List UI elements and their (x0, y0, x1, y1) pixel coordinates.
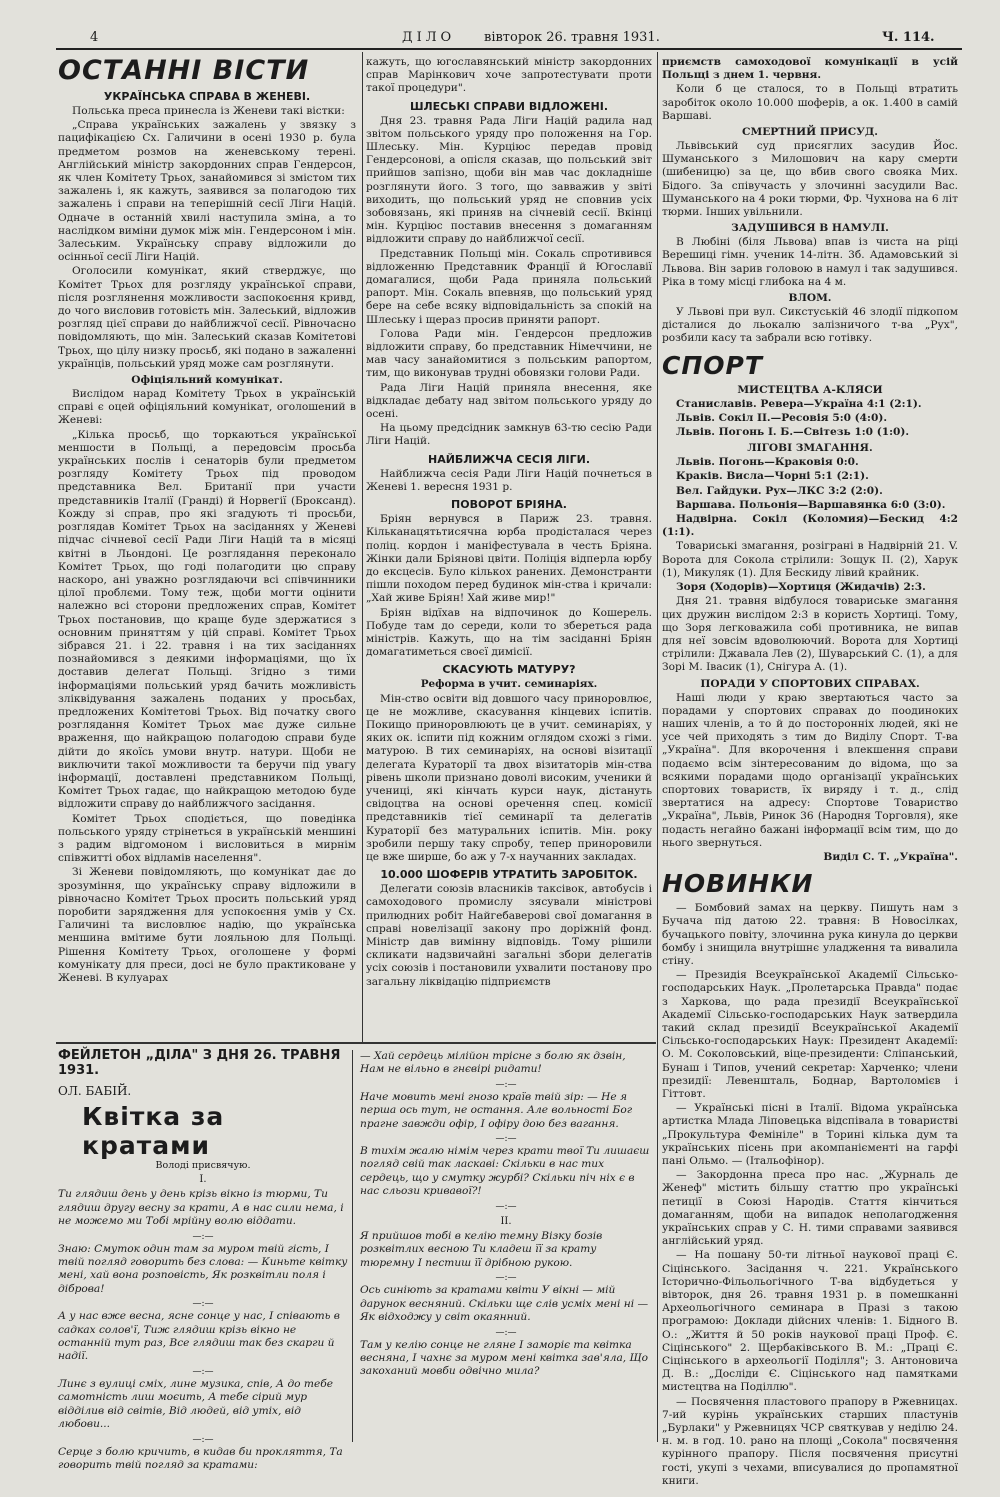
paragraph: Товариські змагання, розіграні в Надвірній 21. V. Ворота для Сокола стрілили: Зощук II. (2), Харук (1), Микуляк (1). Для Бескиду лівий крайник. (662, 540, 958, 579)
paragraph: В Любіні (біля Львова) впав із чиста на ріці Верешиці гімн. ученик 14-літн. 3б. Адамовський зі Львова. Він зарив головою в намул і так задушився. Ріка в тому місці глибока на 4 м. (662, 236, 958, 288)
paragraph: Бріян відїхав на відпочинок до Кошерель. Побуде там до середи, коли то збереться рада міністрів. Кажуть, що на тім засіданні Бріян домагатиметься своєї димісії. (366, 606, 652, 659)
sub-heading: Офіціяльний комунікат. (131, 374, 283, 387)
paragraph: Голова Ради мін. Гендерсон предложив відложити справу, бо представник Німеччини, не мав часу занайомитися з польським рапортом, тим, що виконував трудні обовязки голови Ради. (366, 327, 652, 380)
feuilleton-right (360, 1050, 652, 1442)
paragraph: Дня 23. травня Рада Ліги Націй радила над звітом польського уряду про положення на Гор. Шлеську. Мін. Курціюс передав провід Гендерсонові, а опісля сказав, що польський звіт прийшов запізно, щоби він мав час докладніше розглянути його. З того, що завважив у звіті виходить, що польський уряд не сповнив усіх зобовязань, які приняв на січневій сесії. Вкінці мін. Курціюс поставив внесення з домаганням відложити справу до найближчої сесії. (366, 114, 652, 246)
poem-part-number: II. (500, 1215, 512, 1227)
page-number: 4 (90, 30, 99, 45)
poem-stanza: Ти глядиш день у день крізь вікно із тюрми, Ти глядиш другу весну за крати, А в нас сили нема, і не можемо ми Тобі мрійну волю віддати. (58, 1188, 344, 1228)
column-rule (362, 52, 363, 1042)
article-heading: ПОРАДИ У СПОРТОВИХ СПРАВАХ. (700, 677, 920, 690)
paragraph: На цьому предсідник замкнув 63-тю сесію Ради Ліги Націй. (366, 422, 652, 448)
poem-stanza: Серце з болю кричить, в кидав би прокляття, Та говорить твій погляд за кратами: (58, 1445, 343, 1471)
result-line: Львів. Погонь І. Б.—Світезь 1:0 (1:0). (676, 426, 910, 439)
article-heading: МИСТЕЦТВА А-КЛЯСИ (737, 383, 883, 396)
article-heading: УКРАЇНСЬКА СПРАВА В ЖЕНЕВІ. (103, 90, 311, 103)
paragraph: приємств самоходової комунікації в усій Польщі з днем 1. червня. (662, 56, 958, 82)
article-heading: ПОВОРОТ БРІЯНА. (451, 498, 567, 512)
section-title: СПОРТ (662, 350, 763, 380)
poem-part-number: I. (199, 1174, 207, 1185)
article-heading: СМЕРТНИЙ ПРИСУД. (742, 126, 878, 139)
paragraph: Коли б це сталося, то в Польщі втратить заробіток около 10.000 шоферів, а ок. 1.400 в самій Варшаві. (662, 83, 958, 122)
poem-left (58, 1173, 348, 1472)
paragraph: Делегати союзів власників таксівок, автобусів і самоходового промислу зясували міністрові прилюдних робіт Найгебаверові свої домагання в справі новелізації закону про доріжній фонд. Міністр дав вимінну відповідь. Тому рішили скликати надзвичайні загальні збори делегатів усіх союзів і постановили ухвалити постанову про загальну ліквідацію підприємств (366, 883, 652, 988)
stanza-separator: —:— (192, 1366, 214, 1377)
stanza-separator: —:— (192, 1434, 214, 1445)
feuilleton-author: ОЛ. БАБІЙ. (58, 1084, 132, 1098)
paragraph: „Кілька просьб, що торкаються української меншости в Польщі, а передовсім просьба українських послів і сенаторів були предметом розгляду Комітету Трьох під проводом представника Вел. Британії при участи представників Італії (Гранді) й Норвегії (Броксанд). Кожду зі справ, про які згадують ті просьби, розглядав Комітет Трьох на засіданнях у Женеві підчас січневої сесії Ради Ліги Націй та в місяці квітні в Льондоні. Це розглядання переконало Комітет Трьох, що годі полагодити цю справу наскоро, ані уважно розглядаючи всі співчинники цілої проблєми. Тому теж, щоби могти оцінити належно всі сторони предложених справ, Комітет Трьох постановив, що краще буде здержатися з основним приняттям у цій справі. Комітет Трьох зібрався 21. і 22. травня і на тих засіданнях познайомився з деякими інформаціями, що їх доставив делегат Польщі. Згідно з тими інформаціями польський уряд бачить можливість зліквідування зажалень поданих у просьбах, предложених Комітетові Трьох. Від початку свого розглядання Комітет Трьох має дуже сильне враження, що найкращою полагодою справи буде дійти до якоїсь умови внутр. натури. Щоби не виключити такої можливости та беручи під увагу інформації, доставлені представником Польщі, Комітет Трьох гадає, що найкращою методою буде відложити справу до найближчого засідання. (58, 428, 356, 811)
signature: Виділ С. Т. „Україна". (823, 850, 958, 863)
paragraph: Найближча сесія Ради Ліги Націй почнеться в Женеві 1. вересня 1931 р. (366, 467, 652, 493)
result-line: Варшава. Польонія—Варшавянка 6:0 (3:0). (676, 498, 946, 511)
stanza-separator: —:— (192, 1299, 214, 1310)
result-line: Надвірна. Сокіл (Коломия)—Бескид 4:2 (1:1). (662, 513, 958, 539)
poem-stanza: А у нас вже весна, ясне сонце у нас, І співають в садках солов'ї, Тиж глядиш крізь вікно не останній тут раз, Все глядиш так без скарги й надії. (58, 1310, 340, 1363)
news-item: — Президія Всеукраїнської Академії Сільсько-господарських Наук. „Пролетарська Правда" подає з Харкова, що рада президії Всеукраїнської Академії Сільсько-господарських Наук затвердила такий склад президії Всеукраїнської Академії Сільсько-господарських Наук: Президент Академії: О. М. Соколовський, віце-президенти: Сліпанський, Бунаш і Типов, учений секретар: Харченко; члени президії: Левеншталь, Боднар, Вартоломієв і Гіттовт. (662, 969, 958, 1100)
dedication: Володі присвячую. (155, 1160, 251, 1171)
news-item: — Українські пісні в Італії. Відома українська артистка Млада Ліповецька відспівала в товаристві „Прокультура Фемініле" в Торині кілька дум та українських пісень при акомпанієменті на гарфі пані Ольмо. — (Італьофінор). (662, 1102, 958, 1168)
poem-stanza: Я прийшов тобі в келію темну Візку бозів розквітлих весною Ти кладеш її за крату тюремну І пестиш її дрібною рукою. (360, 1230, 603, 1269)
article-heading: ЛІГОВІ ЗМАГАННЯ. (747, 442, 873, 455)
paper-title: ДІЛО (402, 30, 456, 45)
article-heading: ШЛЕСЬКІ СПРАВИ ВІДЛОЖЕНІ. (409, 99, 609, 113)
stanza-separator: —:— (495, 1201, 517, 1212)
article-heading: НАЙБЛИЖЧА СЕСІЯ ЛІГИ. (427, 452, 591, 466)
masthead (56, 28, 962, 50)
article-heading: 10.000 ШОФЕРІВ УТРАТИТЬ ЗАРОБІТОК. (380, 868, 638, 882)
article-heading: СКАСУЮТЬ МАТУРУ? (442, 663, 576, 677)
result-line: Краків. Висла—Чорні 5:1 (2:1). (676, 470, 869, 483)
result-line: Станиславів. Ревера—Україна 4:1 (2:1). (676, 397, 922, 410)
issue-date: вівторок 26. травня 1931. (484, 30, 660, 45)
feuilleton-rule (352, 1050, 353, 1442)
stanza-separator: —:— (192, 1231, 214, 1242)
stanza-separator: —:— (495, 1273, 517, 1284)
column-world-news (366, 56, 652, 1036)
result-line: Львів. Погонь—Краковія 0:0. (676, 456, 859, 469)
paragraph: Наші люди у краю звертаються часто за порадами у спортових справах до поодиноких наших членів, а то й до посторонніх людей, які не усе чей приходять з тим до Виділу Спорт. Т-ва „Україна". Для вкорочення і влекшення справи подаємо всім зінтересованим до відома, що за всякими порадами щодо організації українських спортових товариств, їх виряду і т. д., слід звертатися на адресу: Спортове Товариство „Україна", Львів, Ринок 36 (Народня Торговля), яке подасть негайно бажані інформації всім тим, що до нього звернуться. (662, 691, 958, 849)
poem-stanza: Ось синіють за кратами квіти У вікні — мій дарунок весняний. Скільки ще слів усміх мені ні — Як відходжу у світ окаянний. (360, 1284, 649, 1324)
poem-stanza: Там у келію сонце не гляне І заморіє та квітка весняна, І чахнє за муром мені квітка зав'яла, Що закоханий мовби одвічно мила? (360, 1338, 648, 1378)
paragraph: Львівський суд присяглих засудив Йос. Шуманського з Милошович на кару смерти (шибеницю) за це, що вбив свого свояка Мих. Бідого. За співучасть у злочинні засудили Вас. Шуманського на 4 роки тюрми, Фр. Чухнова на 6 літ тюрми. Інших увільнили. (662, 140, 958, 219)
paragraph: „Справа українських зажалень у звязку з пацифікацією Сх. Галичини в осені 1930 р. була предметом розмов на женевському терені. Англійський міністр закордонних справ Гендерсон, як член Комітету Трьох, занайомився зі змістом тих зажалень і, як кажуть, заявився за полагодою тих зажалень і справи на теперішній сесії Ліги Націй. Одначе в останній хвилі наступила зміна, а то наслідком виміни думок між мін. Гендерсоном і мін. Залеським. Українську справу відложили до осінньої сесії Ліги Націй. (58, 119, 356, 264)
paragraph: Мін-ство освіти від довшого часу приноровлює, це не можливе, скасування кінцевих іспитів. Покищо приноровлюють це в учит. семинаріях, у яких ок. іспити під кожним оглядом схожі з гіми. матурою. В тих семинаріях, на основі візитації делегата Кураторії та двох візитаторів мін-ства рівень школи признано доволі високим, ученики й учениці, які кінчать курси наук, дістануть свідоцтва на основі оречення спец. комісії представників тієї семинарії та делегатів Кураторії без матуральних іспитів. Мін. року зробили першу таку спробу, тепер приноровили це вже ширше, бо аж у 7-х научанних закладах. (366, 692, 652, 863)
news-item: — Закордонна преса про нас. „Журналь де Женеф" містить більшу статтю про українські петиції в Союзі Народів. Стаття кінчиться домаганням, щоби на випадок неполагодження українських справ у С. Н. тими справами заявився англійський уряд. (662, 1169, 958, 1248)
sub-heading: Реформа в учит. семинаріях. (420, 678, 598, 691)
feuilleton-header: ФЕЙЛЕТОН „ДІЛА" З ДНЯ 26. ТРАВНЯ 1931. (58, 1048, 341, 1078)
news-item: — Бомбовий замах на церкву. Пишуть нам з Бучача під датою 22. травня: В Новосілках, бучацького повіту, злочинна рука кинула до церкви бомбу і знищила внутрішнє уладження та вивалила стіну. (662, 902, 958, 967)
feuilleton-left (58, 1048, 348, 1471)
issue-number: Ч. 114. (882, 30, 935, 45)
column-latest-news (58, 56, 356, 1036)
feuilleton-title: Квітка за кратами (82, 1102, 225, 1160)
poem-stanza: — Хай сердець мілійон трісне з болю як дзвін, Нам не вільно в гнєвірі ридати! (360, 1050, 626, 1076)
stanza-separator: —:— (495, 1079, 517, 1090)
paragraph: Вислідом нарад Комітету Трьох в українській справі є оцей офіціяльний комунікат, оголошений в Женеві: (58, 388, 356, 427)
stanza-separator: —:— (495, 1327, 517, 1338)
result-line: Вел. Гайдуки. Рух—ЛКС 3:2 (2:0). (676, 484, 883, 497)
article-heading: ЗАДУШИВСЯ В НАМУЛІ. (731, 222, 889, 235)
article-heading: ВЛОМ. (788, 292, 832, 305)
section-title: НОВИНКИ (662, 869, 814, 899)
poem-stanza: Линє з вулиці сміх, лине музика, спів, А до тебе самотність лиш моєить, А тебе сірий мур відділив від світів, Від людей, від утіх, від любови... (58, 1377, 333, 1431)
poem-stanza: Наче мовить мені гнозо країв твій зір: — Не я перша ось тут, не остання. Але вольності Бог прагне завжди офір, І офіру дою без вагання. (360, 1090, 633, 1130)
paragraph: У Львові при вул. Сикстуській 46 злодії підкопом дісталися до льокалю залізничого т-ва „Рух", розбили касу та забрали всю готівку. (662, 306, 958, 345)
paragraph: Оголосили комунікат, який стверджує, що Комітет Трьох для розгляду української справи, після розглянення можливости заспокоєння кривд, до чого висловив готовість мін. Залеський, відложив розгляд цієї справи до найближчої сесії. Рівночасно повідомляють, що мін. Залеський сказав Комітетові Трьох, що цілу низку просьб, які подано в зажаленні українців, польський уряд може сам розглянути. (58, 265, 356, 370)
paragraph: Комітет Трьох сподіється, що поведінка польського уряду стрінеться в українській меншині з радим відгомоном і висловиться в мирнім співжитті обох відламів населення". (58, 812, 356, 865)
result-line: Львів. Сокіл II.—Ресовія 5:0 (4:0). (676, 411, 888, 424)
stanza-separator: —:— (495, 1134, 517, 1145)
paragraph: Польська преса принесла із Женеви такі вістки: (72, 105, 345, 117)
result-line: Зоря (Ходорів)—Хортиця (Жидачів) 2:3. (676, 581, 926, 594)
news-item: — На пошану 50-ти літньої наукової праці Є. Сіцінського. Засідання ч. 221. Українського Історично-Фільольогічного Т-ва відбудеться у вівторок, дня 26. травня 1931 р. в помешканні Археольогічного семинара в Празі з такою програмою: Доклади дійсних членів: 1. Бідного В. О.: „Життя й 50 років наукової праці Проф. Є. Сіцінського" 2. Щербаківського В. М.: „Праці Є. Сіцінського в археольогії Поділля"; 3. Антоновича Д. В.: „Досліди Є. Сіцінського над памятками мистецтва на Поділлю". (662, 1249, 958, 1394)
paragraph: Представник Польщі мін. Сокаль спротивився відложенню Представник Франції й Югославії домагалися, щоби Рада приняла польський рапорт. Мін. Сокаль впевняв, що польський уряд бере на себе всяку відповідальність за спокій на Шлеську і щераз просив приняти рапорт. (366, 247, 652, 326)
paragraph: кажуть, що югославянський міністр закордонних справ Марінкович хоче запротестувати проти такої процедури". (366, 56, 652, 95)
poem-stanza: В тихім жалю німім через крати твої Ти лишаєш погляд свій так ласкаві: Скільки в нас тих сердець, що у смутку журбі? Скільки піч ніх є в нас сльози кривавої?! (360, 1145, 650, 1198)
column-sport-news (662, 56, 958, 1487)
feuilleton-rule (56, 1042, 656, 1044)
column-rule (657, 52, 658, 1442)
poem-right (360, 1050, 652, 1379)
section-title: ОСТАННІ ВІСТИ (58, 55, 310, 86)
news-item: — Посвячення пластового прапору в Ржевницах. 7-ий курінь українських старших пластунів „Бурлаки" у Ржевницях ЧСР святкував у неділю 24. н. м. в год. 10. рано на площі „Сокола" посвячення курінного прапору. Після посвячення присутні гості, укупі з чехами, вписувалися до пропамятної книги. (662, 1395, 958, 1487)
paragraph: Дня 21. травня відбулося товариське змагання цих дружин вислідом 2:3 в користь Хортиці. Тому, що Зоря легковажила собі противника, не випав для неї зовсім вдоволюючий. Ворота для Хортиці стрілили: Джавала Лев (2), Шуварський С. (1), а для Зорі М. Івасик (1), Снігура А. (1). (662, 595, 958, 674)
paragraph: Рада Ліги Націй приняла внесення, яке відкладає дебату над звітом польського уряду до осені. (366, 381, 652, 421)
poem-stanza: Знаю: Смуток один там за муром твій гість, І твій погляд говорить без слова: — Киньте квітку мені, хай вона розповість, Як розквітли поля і діброва! (58, 1242, 348, 1295)
paragraph: Зі Женеви повідомляють, що комунікат дає до зрозуміння, що українську справу відложили в рівночасно Комітет Трьох просить польський уряд поробити зарядження для успокоєння умів у Сх. Галичині та висловлює надію, що українська меншина вмітиме бути лояльною для Польщі. Рішення Комітету Трьох, оголошене у формі комунікату для преси, досі не було практиковане у Женеві. В кулуарах (58, 866, 356, 984)
paragraph: Бріян вернувся в Париж 23. травня. Кільканацятьтисячна юрба продісталася через поліц. кордон і маніфестувала в честь Бріяна. Жінки дали Бріянові цвіти. Поліція відперла юрбу до ексцесів. Було кількох ранених. Демонстранти пішли походом перед будинок мін-ства і кричали: „Хай живе Бріян! Хай живе мир!" (366, 513, 652, 605)
